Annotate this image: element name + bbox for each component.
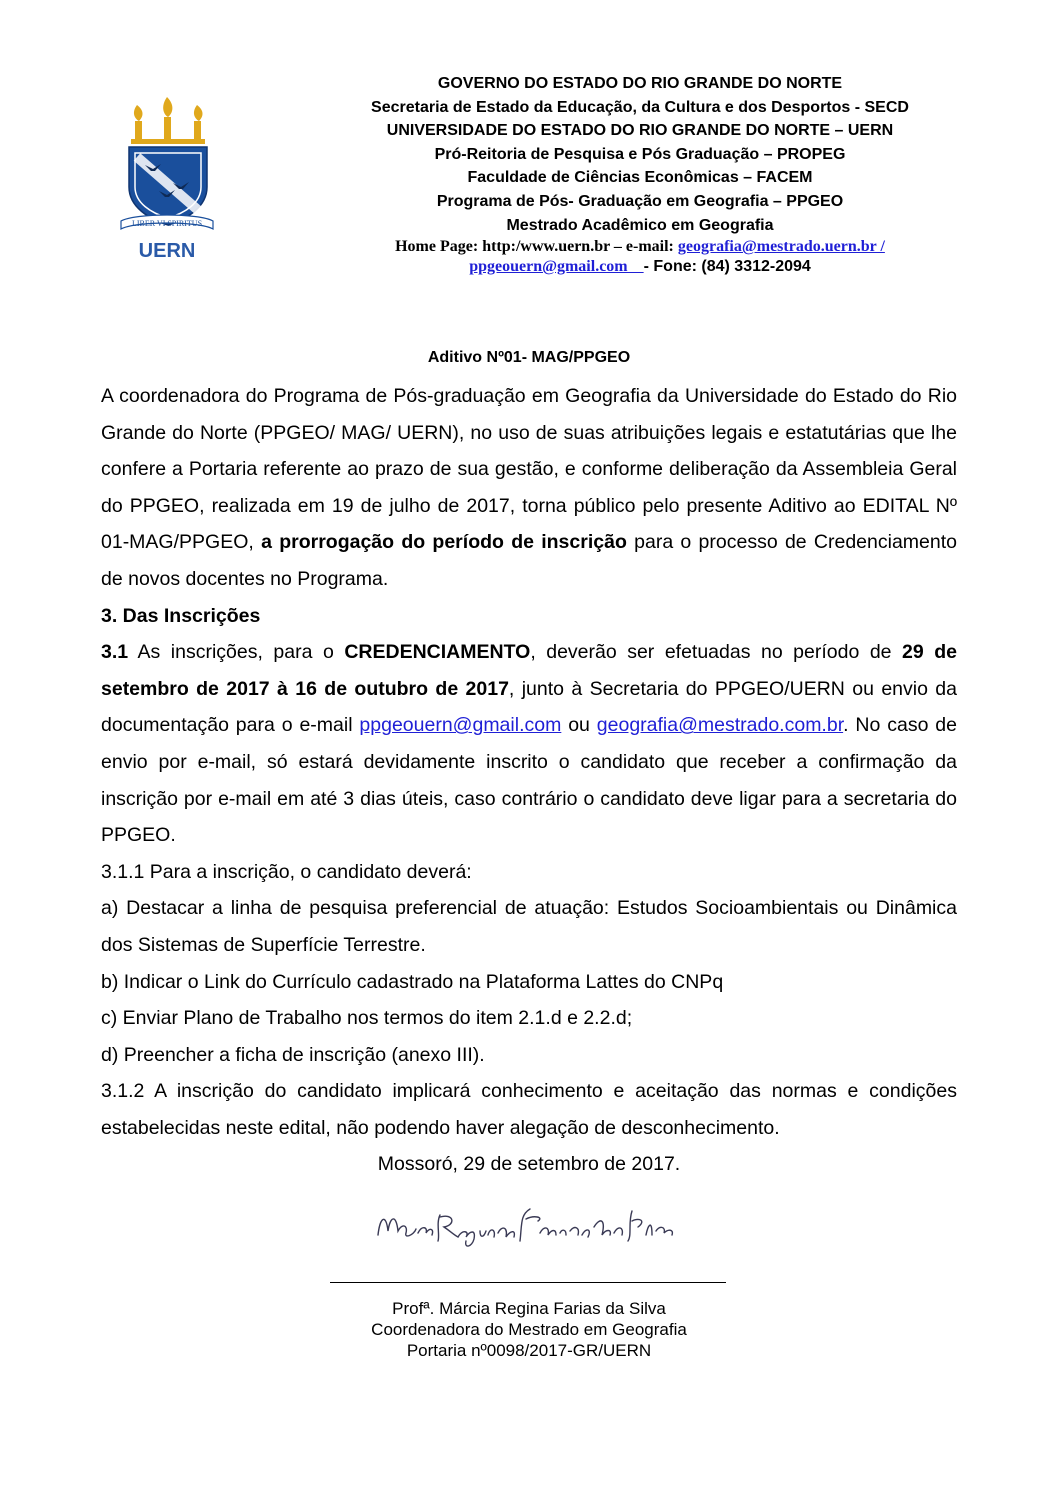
signature-line bbox=[330, 1282, 726, 1283]
letterhead bbox=[240, 72, 1040, 277]
section-number: 3.1 bbox=[101, 641, 129, 664]
logo-motto: LIBER VI SPIRITUS bbox=[131, 219, 203, 228]
header-line: Secretaria de Estado da Educação, da Cultura e dos Desportos - SECD bbox=[371, 98, 909, 116]
s31-text-c: , deverão ser efetuadas no período de bbox=[530, 641, 903, 664]
email-link-ppgeouern[interactable]: ppgeouern@gmail.com bbox=[359, 714, 562, 737]
header-line: Faculdade de Ciências Econômicas – FACEM bbox=[467, 169, 813, 187]
phone-text: - Fone: (84) 3312-2094 bbox=[643, 258, 811, 276]
header-line: Programa de Pós- Graduação em Geografia – PPGEO bbox=[436, 192, 844, 210]
s31-text-e: , junto à Secretaria do PPGEO/UERN ou envio da documentação para o e-mail bbox=[101, 677, 957, 737]
header-line: Pró-Reitoria de Pesquisa e Pós Graduação – PROPEG bbox=[434, 145, 846, 163]
s31-period: 29 de setembro de 2017 à 16 de outubro de 2017 bbox=[101, 641, 957, 700]
s31-text-a: As inscrições, para o bbox=[128, 641, 345, 664]
header-line: GOVERNO DO ESTADO DO RIO GRANDE DO NORTE bbox=[437, 75, 843, 92]
intro-text: A coordenadora do Programa de Pós-graduação em Geografia da Universidade do Estado do Rio Grande do Norte (PPGEO/ MAG/ UERN), no uso de suas atribuições legais e estatutárias que lhe confere a Portaria referente ao prazo de sua gestão, e conforme deliberação da Assembleia Geral do PPGEO, realizada em 19 de julho de 2017, torna público pelo presente Aditivo ao EDITAL Nº 01-MAG/PPGEO, bbox=[101, 385, 957, 554]
email-link-geografia[interactable]: geografia@mestrado.com.br bbox=[596, 714, 844, 737]
section-heading: 3. Das Inscrições bbox=[101, 604, 261, 627]
section-3-1-1: 3.1.1 Para a inscrição, o candidato deverá: bbox=[101, 860, 472, 883]
signer-name: Profª. Márcia Regina Farias da Silva bbox=[392, 1299, 666, 1318]
s31-ou: ou bbox=[561, 714, 597, 737]
intro-paragraph bbox=[101, 378, 957, 598]
handwritten-signature bbox=[370, 1195, 690, 1255]
header-line: Mestrado Acadêmico em Geografia bbox=[506, 216, 774, 234]
email-link-2[interactable]: ppgeouern@gmail.com bbox=[469, 258, 644, 276]
document-body bbox=[101, 378, 957, 1183]
list-item-a: a) Destacar a linha de pesquisa preferencial de atuação: Estudos Socioambientais ou Dinâmica dos Sistemas de Superfície Terrestre. bbox=[101, 897, 957, 956]
list-item-b: b) Indicar o Link do Currículo cadastrado na Plataforma Lattes do CNPq bbox=[101, 970, 724, 993]
contact-line bbox=[240, 257, 1040, 277]
place-date: Mossoró, 29 de setembro de 2017. bbox=[377, 1153, 681, 1176]
logo-acronym: UERN bbox=[138, 240, 196, 262]
torch-icon bbox=[131, 97, 205, 144]
intro-end-text: para o processo de Credenciamento de novos docentes no Programa. bbox=[101, 531, 957, 590]
intro-bold-text: a prorrogação do período de inscrição bbox=[261, 531, 627, 554]
document-title: Aditivo Nº01- MAG/PPGEO bbox=[427, 349, 631, 366]
section-3-1 bbox=[101, 634, 957, 854]
uern-logo bbox=[115, 95, 219, 267]
homepage-label: Home Page: http:/www.uern.br – e-mail: bbox=[395, 238, 678, 256]
list-item-c: c) Enviar Plano de Trabalho nos termos do item 2.1.d e 2.2.d; bbox=[101, 1007, 633, 1030]
s31-text-f: . No caso de envio por e-mail, só estará devidamente inscrito o candidato que receber a confirmação da inscrição por e-mail em até 3 dias úteis, caso contrário o candidato deve ligar para a secretaria do PPGEO. bbox=[101, 714, 957, 847]
s31-credenciamento: CREDENCIAMENTO bbox=[344, 641, 531, 664]
section-3-1-2: 3.1.2 A inscrição do candidato implicará conhecimento e aceitação das normas e condições estabelecidas neste edital, não podendo haver alegação de desconhecimento. bbox=[101, 1080, 957, 1139]
homepage-line bbox=[240, 237, 1040, 257]
email-link-1[interactable]: geografia@mestrado.uern.br / bbox=[677, 238, 885, 256]
signer-block bbox=[0, 1298, 1058, 1361]
header-line: UNIVERSIDADE DO ESTADO DO RIO GRANDE DO NORTE – UERN bbox=[386, 122, 894, 140]
list-item-d: d) Preencher a ficha de inscrição (anexo III). bbox=[101, 1043, 485, 1066]
signer-portaria: Portaria nº0098/2017-GR/UERN bbox=[406, 1341, 652, 1360]
signer-role: Coordenadora do Mestrado em Geografia bbox=[371, 1320, 687, 1339]
